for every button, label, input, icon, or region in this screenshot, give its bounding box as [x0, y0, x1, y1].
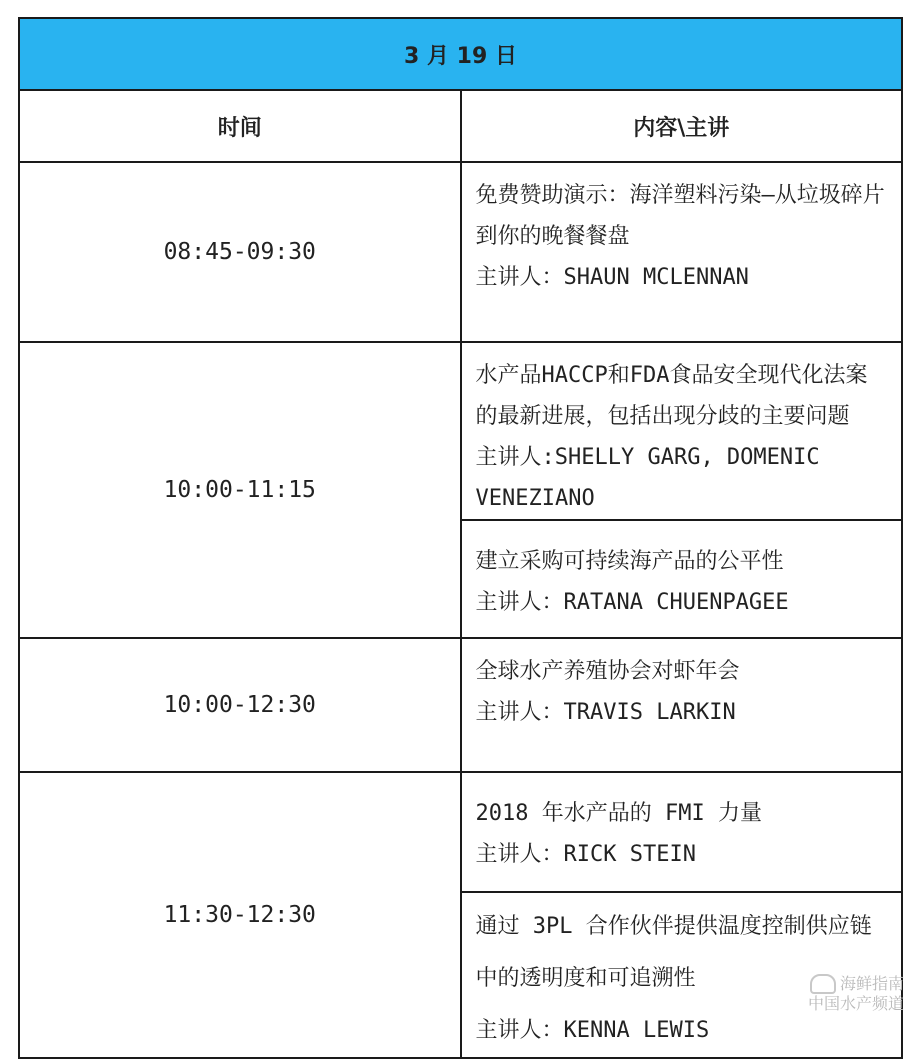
- table-row: [19, 342, 902, 520]
- session-title: 水产品HACCP和FDA食品安全现代化法案的最新进展，包括出现分歧的主要问题: [475, 363, 868, 429]
- session-title: 建立采购可持续海产品的公平性: [475, 549, 784, 574]
- session-time: 08:45-09:30: [19, 162, 461, 342]
- table-row: [19, 772, 902, 892]
- session-speaker: 主讲人：KENNA LEWIS: [475, 1018, 710, 1043]
- session-time: 10:00-11:15: [19, 342, 461, 638]
- session-title: 2018 年水产品的 FMI 力量: [475, 801, 762, 826]
- column-header-row: [19, 90, 902, 162]
- watermark-line1: 海鲜指南: [839, 973, 904, 993]
- session-time: 10:00-12:30: [19, 638, 461, 772]
- session-title: 通过 3PL 合作伙伴提供温度控制供应链中的透明度和可追溯性: [475, 914, 872, 991]
- header-content: 内容\主讲: [461, 90, 903, 162]
- session-content: [461, 638, 903, 772]
- header-time: 时间: [19, 90, 461, 162]
- session-speaker: 主讲人：TRAVIS LARKIN: [475, 700, 736, 725]
- session-speaker: 主讲人:SHELLY GARG, DOMENIC VENEZIANO: [475, 445, 820, 511]
- session-speaker: 主讲人：SHAUN MCLENNAN: [475, 265, 749, 290]
- date-header-row: [19, 18, 902, 90]
- session-content: [461, 520, 903, 638]
- session-time: 11:30-12:30: [19, 772, 461, 1058]
- table-row: [19, 638, 902, 772]
- session-speaker: 主讲人：RICK STEIN: [475, 842, 696, 867]
- wechat-logo-icon: [810, 974, 836, 994]
- table-row: [19, 162, 902, 342]
- watermark-line2: 中国水产频道: [807, 994, 904, 1013]
- session-title: 全球水产养殖协会对虾年会: [475, 659, 740, 684]
- session-content: [461, 162, 903, 342]
- session-title: 免费赞助演示：海洋塑料污染—从垃圾碎片到你的晚餐餐盘: [475, 183, 885, 249]
- session-speaker: 主讲人：RATANA CHUENPAGEE: [475, 590, 789, 615]
- schedule-table: [18, 17, 903, 1059]
- session-content: [461, 342, 903, 520]
- watermark: [808, 974, 904, 1015]
- session-content: [461, 772, 903, 892]
- schedule-date: 3 月 19 日: [19, 18, 902, 90]
